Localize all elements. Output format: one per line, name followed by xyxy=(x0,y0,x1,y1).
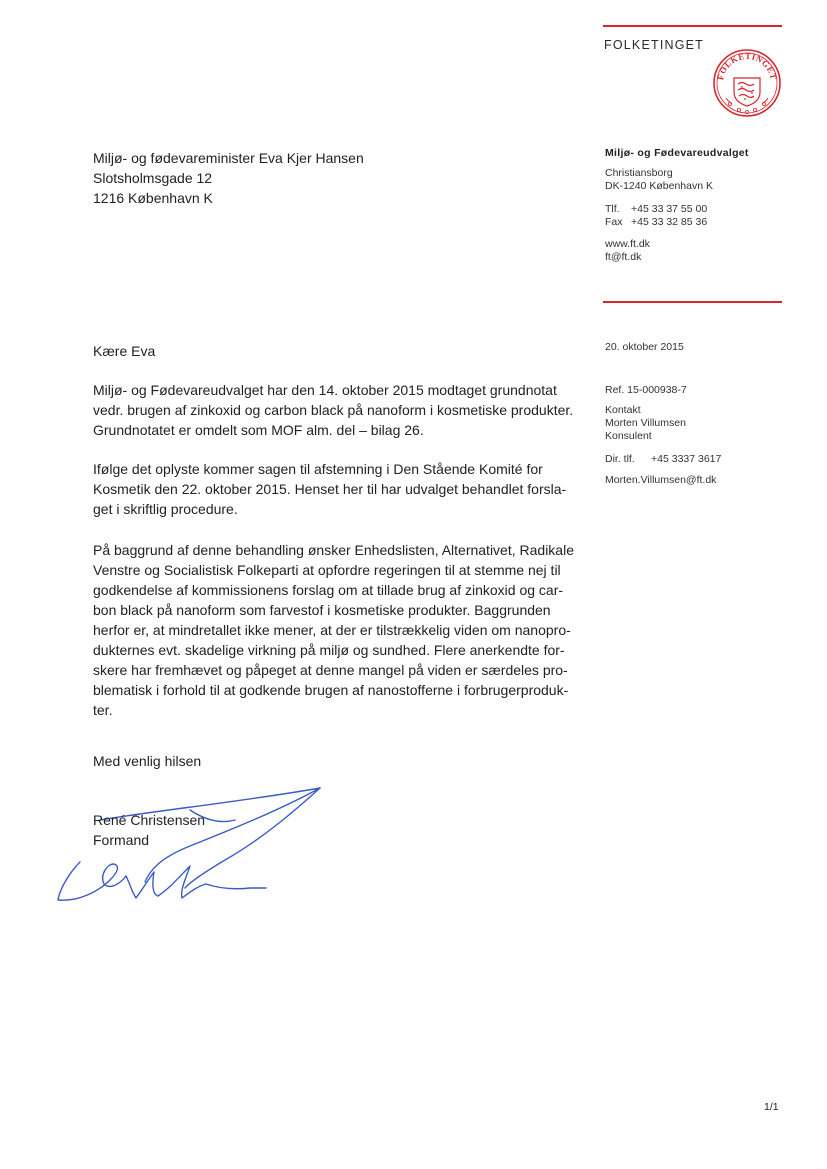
address-line: Christiansborg xyxy=(605,167,673,179)
committee-name: Miljø- og Fødevareudvalget xyxy=(605,147,749,159)
body-line: Grundnotatet er omdelt som MOF alm. del – bilag 26. xyxy=(93,422,424,438)
letter-date: 20. oktober 2015 xyxy=(605,341,684,353)
phone-number: +45 33 37 55 00 xyxy=(631,203,708,215)
page-number: 1/1 xyxy=(764,1101,779,1113)
body-line: bon black på nanoform som farvestof i kosmetiske produkter. Baggrunden xyxy=(93,602,551,618)
svg-text:FOLKETINGET xyxy=(715,51,779,81)
phone-label: Tlf. xyxy=(605,203,620,215)
body-line: vedr. brugen af zinkoxid og carbon black på nanoform i kosmetiske produkter. xyxy=(93,402,574,418)
body-line: Miljø- og Fødevareudvalget har den 14. oktober 2015 modtaget grundnotat xyxy=(93,382,557,398)
body-line: herfor er, at mindretallet ikke mener, at der er tilstrækkelig viden om nanopro- xyxy=(93,622,571,638)
closing: Med venlig hilsen xyxy=(93,753,202,769)
body-line: skere har fremhævet og påpeget at denne mangel på viden er særdeles pro- xyxy=(93,662,568,678)
body-line: dukternes evt. skadelige virkning på miljø og sundhed. Flere anerkendte for- xyxy=(93,642,565,658)
contact-label: Kontakt xyxy=(605,404,641,416)
folketinget-seal-icon xyxy=(712,48,782,118)
contact-block xyxy=(605,404,686,443)
body-line: Kosmetik den 22. oktober 2015. Henset her til har udvalget behandlet forsla- xyxy=(93,481,567,497)
seal-lettering: FOLKETINGET xyxy=(715,50,779,81)
recipient-line: Miljø- og fødevareminister Eva Kjer Hansen xyxy=(93,150,364,166)
paragraph-3 xyxy=(93,540,583,720)
signer-name: René Christensen xyxy=(93,812,206,828)
contact-email[interactable]: Morten.Villumsen@ft.dk xyxy=(605,474,717,486)
body-line: ter. xyxy=(93,702,113,718)
website-link[interactable]: www.ft.dk xyxy=(605,238,650,250)
signer-block xyxy=(93,810,205,850)
body-line: get i skriftlig procedure. xyxy=(93,501,238,517)
direct-phone-line xyxy=(605,453,721,466)
reference-number: Ref. 15-000938-7 xyxy=(605,384,687,396)
body-line: godkendelse af kommissionens forslag om at tillade brug af zinkoxid og car- xyxy=(93,582,564,598)
sender-address xyxy=(605,167,713,193)
sender-phone-block xyxy=(605,203,707,229)
contact-title: Konsulent xyxy=(605,430,652,442)
body-line: På baggrund af denne behandling ønsker Enhedslisten, Alternativet, Radikale xyxy=(93,542,574,558)
recipient-address xyxy=(93,148,364,208)
direct-phone-number: +45 3337 3617 xyxy=(651,453,722,465)
sender-web-block xyxy=(605,238,650,264)
paragraph-1 xyxy=(93,380,583,440)
sender-rule xyxy=(603,301,782,303)
organization-name: FOLKETINGET xyxy=(604,38,705,52)
salutation: Kære Eva xyxy=(93,343,156,359)
recipient-line: Slotsholmsgade 12 xyxy=(93,170,213,186)
header-rule-top xyxy=(603,25,782,27)
direct-phone-label: Dir. tlf. xyxy=(605,453,635,465)
signer-title: Formand xyxy=(93,832,150,848)
body-line: Venstre og Socialistisk Folkeparti at opfordre regeringen til at stemme nej til xyxy=(93,562,561,578)
body-line: Ifølge det oplyste kommer sagen til afstemning i Den Stående Komité for xyxy=(93,461,543,477)
paragraph-2 xyxy=(93,459,583,519)
fax-number: +45 33 32 85 36 xyxy=(631,216,708,228)
contact-name: Morten Villumsen xyxy=(605,417,686,429)
recipient-line: 1216 København K xyxy=(93,190,213,206)
address-line: DK-1240 København K xyxy=(605,180,713,192)
email-link[interactable]: ft@ft.dk xyxy=(605,251,642,263)
body-line: blematisk i forhold til at godkende brugen af nanostofferne i forbrugerproduk- xyxy=(93,682,569,698)
fax-label: Fax xyxy=(605,216,623,228)
